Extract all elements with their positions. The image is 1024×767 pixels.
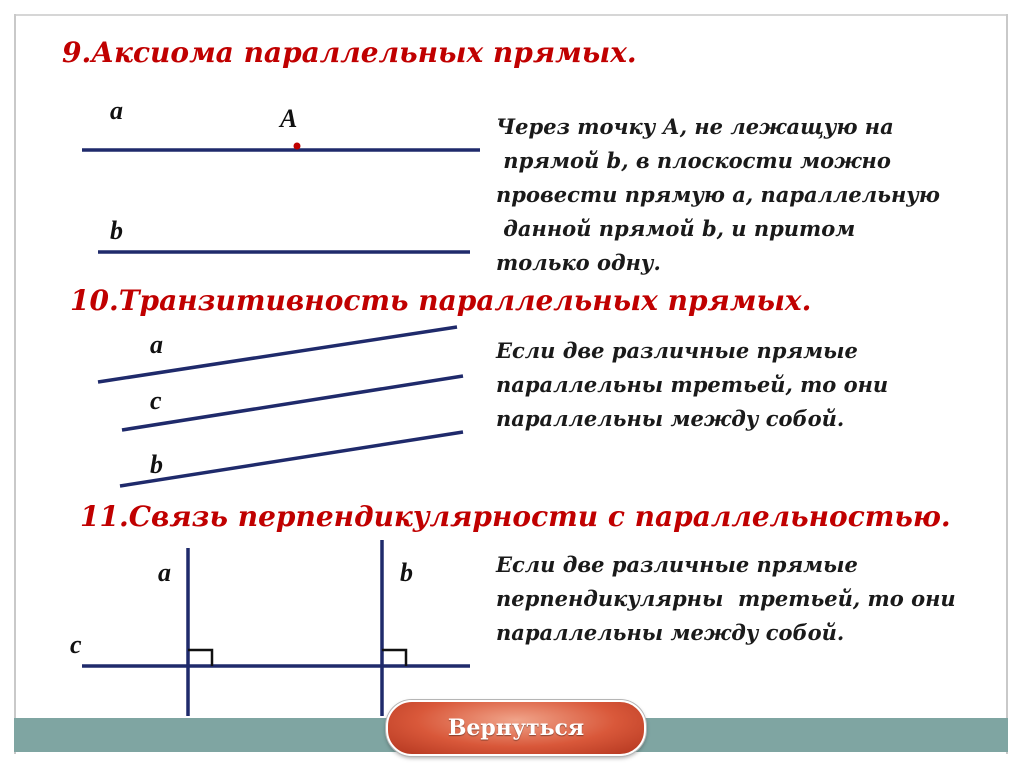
right-angle-mark-a — [188, 650, 212, 666]
line-a-10 — [98, 327, 457, 382]
label-line-b-11: b — [400, 558, 413, 587]
right-angle-mark-b — [382, 650, 406, 666]
label-line-b-10: b — [150, 450, 163, 479]
description-perpendicular-parallel: Если две различные прямые перпендикулярны третьей, то они параллельны между собой. — [496, 552, 956, 645]
label-line-b-9: b — [110, 216, 123, 245]
label-line-c-11: c — [70, 630, 82, 659]
label-line-a-9: a — [110, 96, 123, 125]
label-line-a-10: a — [150, 330, 163, 359]
line-c-10 — [122, 376, 463, 430]
point-A — [294, 143, 301, 150]
label-point-A: A — [280, 104, 298, 133]
back-button[interactable] — [386, 700, 646, 756]
description-axiom-parallel: Через точку А, не лежащую на прямой b, в плоскости можно провести прямую а, параллельную данной прямой b, и притом только одну. — [496, 114, 940, 275]
label-line-a-11: a — [158, 558, 171, 587]
heading-axiom-parallel: 9.Аксиома параллельных прямых. — [62, 36, 637, 69]
line-b-10 — [120, 432, 463, 486]
back-button-label: Вернуться — [447, 715, 585, 741]
heading-transitivity: 10.Транзитивность параллельных прямых. — [70, 284, 812, 317]
heading-perpendicular-parallel: 11.Связь перпендикулярности с параллельностью. — [80, 500, 951, 533]
label-line-c-10: c — [150, 386, 162, 415]
description-transitivity: Если две различные прямые параллельны третьей, то они параллельны между собой. — [496, 338, 889, 431]
